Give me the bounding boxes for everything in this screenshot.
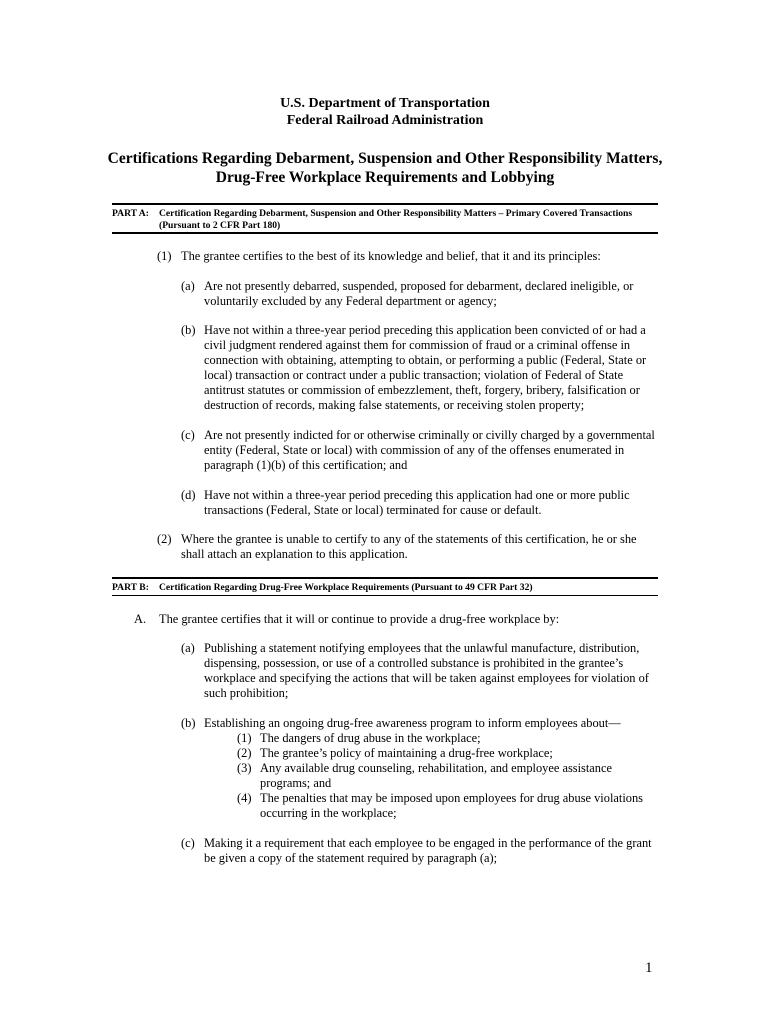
item-number: (b) — [181, 716, 196, 730]
item-text: Establishing an ongoing drug-free awareness program to inform employees about— — [204, 716, 621, 730]
item-text: Publishing a statement notifying employees that the unlawful manufacture, distribution, dispensing, possession, or use of a controlled substance is prohibited in the grantee’s workplace and specifying the actions that will be taken against employees for violation of such prohibition; — [204, 641, 649, 700]
item-number: (c) — [181, 428, 195, 442]
item-text: Have not within a three-year period preceding this application had one or more public transactions (Federal, State or local) terminated for cause or default. — [204, 488, 630, 517]
part-b-label: PART B: — [112, 582, 149, 593]
item-text: Have not within a three-year period preceding this application been convicted of or had a civil judgment rendered against them for commission of fraud or a criminal offense in connection with obtaining, attempting to obtain, or performing a public (Federal, State or local) transaction or contract under a public transaction; violation of Federal of State antitrust statutes or commission of embezzlement, theft, forgery, bribery, falsification or destruction of records, making false statements, or receiving stolen property; — [204, 323, 647, 412]
part-a-bottom-rule — [112, 232, 658, 234]
item-number: (c) — [181, 836, 195, 850]
item-text: Are not presently debarred, suspended, proposed for debarment, declared ineligible, or voluntarily excluded by any Federal department or agency; — [204, 279, 634, 308]
item-number: (4) — [237, 791, 252, 805]
item-number: (1) — [237, 731, 252, 745]
item-text: The dangers of drug abuse in the workplace; — [260, 731, 481, 745]
item-text: The grantee’s policy of maintaining a drug-free workplace; — [260, 746, 553, 760]
item-number: (2) — [157, 532, 172, 546]
item-number: A. — [134, 612, 147, 626]
item-text: The penalties that may be imposed upon employees for drug abuse violations occurring in the workplace; — [260, 791, 643, 820]
document-title — [0, 150, 770, 187]
agency-line-1: U.S. Department of Transportation — [280, 96, 490, 111]
part-a-top-rule — [112, 203, 658, 205]
item-text: Any available drug counseling, rehabilitation, and employee assistance programs; and — [260, 761, 612, 790]
item-text: The grantee certifies to the best of its knowledge and belief, that it and its principles: — [181, 249, 601, 263]
part-b-heading-text: Certification Regarding Drug-Free Workplace Requirements (Pursuant to 49 CFR Part 32) — [159, 582, 533, 593]
title-line-1: Certifications Regarding Debarment, Suspension and Other Responsibility Matters, — [107, 150, 663, 167]
part-a-heading-line-2: (Pursuant to 2 CFR Part 180) — [159, 220, 281, 231]
part-a-label: PART A: — [112, 208, 149, 219]
part-b-top-rule — [112, 577, 658, 579]
item-number: (a) — [181, 641, 195, 655]
item-text: Where the grantee is unable to certify to any of the statements of this certification, he or she shall attach an explanation to this application. — [181, 532, 637, 561]
page-number: 1 — [645, 960, 653, 976]
item-number: (2) — [237, 746, 252, 760]
item-text: Are not presently indicted for or otherwise criminally or civilly charged by a governmental entity (Federal, State or local) with commission of any of the offenses enumerated in paragraph (1)(b) of this certification; and — [204, 428, 655, 472]
agency-line-2: Federal Railroad Administration — [286, 113, 484, 128]
part-a-heading-line-1: Certification Regarding Debarment, Suspension and Other Responsibility Matters – Primary Covered Transactions — [159, 208, 633, 219]
item-number: (d) — [181, 488, 196, 502]
item-number: (1) — [157, 249, 172, 263]
part-b-bottom-rule — [112, 595, 658, 596]
agency-heading — [0, 95, 770, 129]
item-number: (b) — [181, 323, 196, 337]
item-number: (a) — [181, 279, 195, 293]
title-line-2: Drug-Free Workplace Requirements and Lobbying — [215, 168, 555, 186]
item-number: (3) — [237, 761, 252, 775]
item-text: The grantee certifies that it will or continue to provide a drug-free workplace by: — [159, 612, 560, 626]
item-text: Making it a requirement that each employee to be engaged in the performance of the grant be given a copy of the statement required by paragraph (a); — [204, 836, 652, 865]
